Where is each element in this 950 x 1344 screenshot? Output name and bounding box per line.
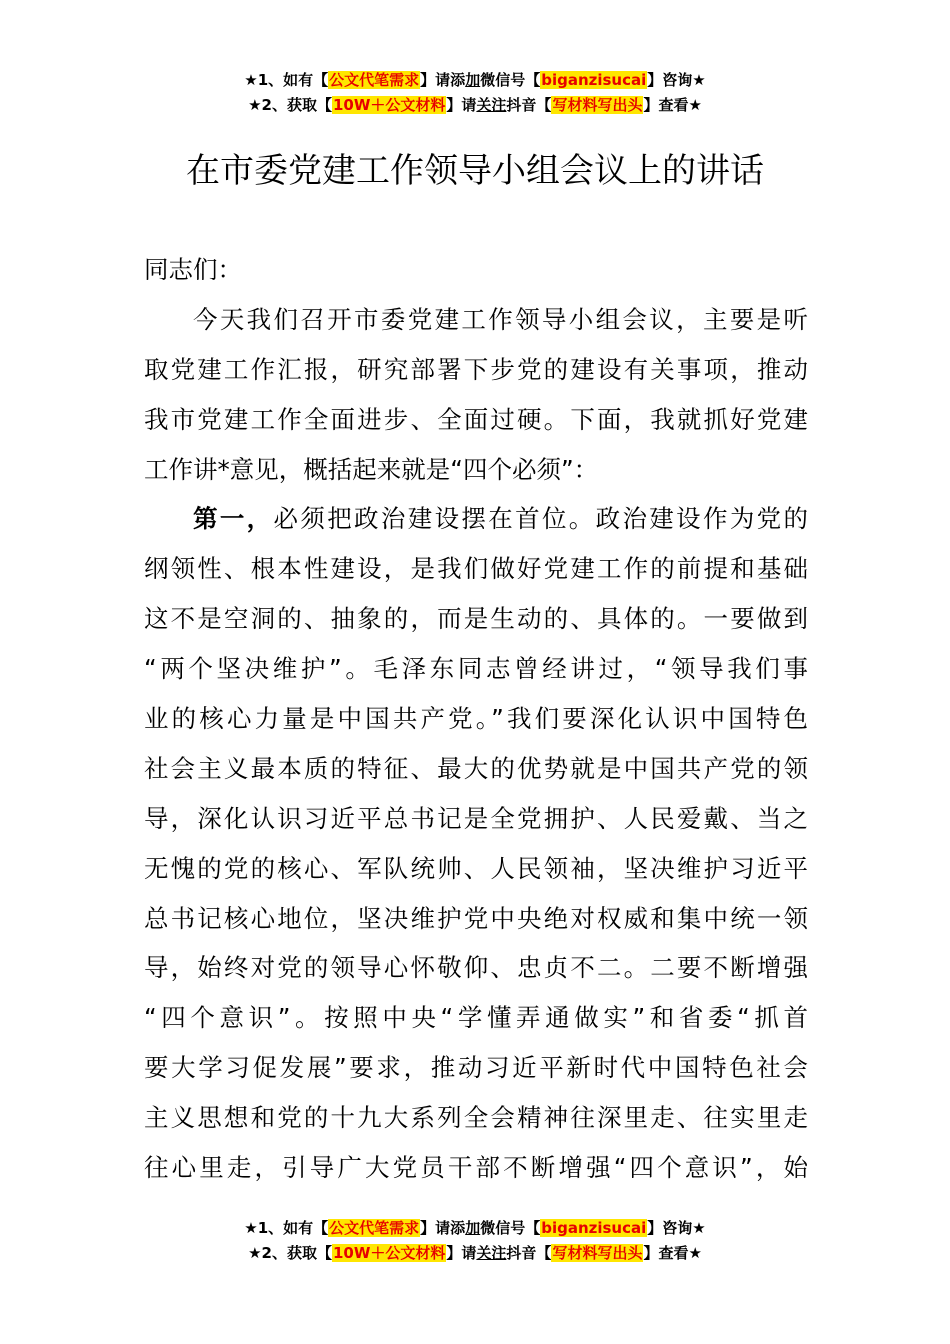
body-line: 纲领性、根本性建设，是我们做好党建工作的前提和基础: [144, 554, 808, 584]
document-body: [144, 245, 808, 1193]
body-line: 导，深化认识习近平总书记是全党拥护、人民爱戴、当之: [144, 803, 808, 833]
highlight-wechat-id: biganzisucai: [541, 71, 647, 89]
body-line: 业的核心力量是中国共产党。”我们要深化认识中国特色: [144, 704, 808, 734]
body-line: 社会主义最本质的特征、最大的优势就是中国共产党的领: [144, 753, 808, 783]
highlight-materials: 10W＋公文材料: [332, 1244, 446, 1262]
banner-line-1: ★1、如有【公文代笔需求】请添加微信号【biganzisucai】咨询★: [244, 71, 706, 89]
highlight-wechat-id: biganzisucai: [541, 1219, 647, 1237]
body-line: 取党建工作汇报，研究部署下步党的建设有关事项，推动: [144, 354, 808, 384]
banner-line-2: ★2、获取【10W＋公文材料】请关注抖音【写材料写出头】查看★: [248, 96, 702, 114]
body-line: 导，始终对党的领导心怀敬仰、忠贞不二。二要不断增强: [144, 953, 808, 983]
body-line: 今天我们召开市委党建工作领导小组会议，主要是听: [193, 304, 808, 334]
body-line: 无愧的党的核心、军队统帅、人民领袖，坚决维护习近平: [144, 853, 808, 883]
document-title: 在市委党建工作领导小组会议上的讲话: [186, 151, 764, 191]
promo-banner-bottom: [0, 1216, 950, 1266]
highlight-service: 公文代笔需求: [329, 71, 420, 89]
highlight-douyin-id: 写材料写出头: [552, 1244, 643, 1262]
body-line: “两个坚决维护”。毛泽东同志曾经讲过，“领导我们事: [144, 654, 808, 684]
highlight-materials: 10W＋公文材料: [332, 96, 446, 114]
body-line: 工作讲*意见，概括起来就是“四个必须”：: [144, 454, 599, 484]
highlight-douyin-id: 写材料写出头: [552, 96, 643, 114]
banner-line-2: ★2、获取【10W＋公文材料】请关注抖音【写材料写出头】查看★: [248, 1244, 702, 1262]
body-line: 我市党建工作全面进步、全面过硬。下面，我就抓好党建: [144, 404, 808, 434]
section-heading-first: 第一，: [193, 504, 274, 534]
body-line: 第一，必须把政治建设摆在首位。政治建设作为党的: [193, 504, 809, 534]
banner-line-1: ★1、如有【公文代笔需求】请添加微信号【biganzisucai】咨询★: [244, 1219, 706, 1237]
highlight-service: 公文代笔需求: [329, 1219, 420, 1237]
promo-banner-top: [0, 68, 950, 118]
body-line: 往心里走，引导广大党员干部不断增强“四个意识”，始: [144, 1153, 808, 1183]
body-line: “四个意识”。按照中央“学懂弄通做实”和省委“抓首: [144, 1003, 808, 1033]
salutation: 同志们：: [144, 255, 242, 284]
body-line: 主义思想和党的十九大系列全会精神往深里走、往实里走: [144, 1103, 808, 1133]
body-line: 这不是空洞的、抽象的，而是生动的、具体的。一要做到: [144, 604, 808, 634]
body-line: 总书记核心地位，坚决维护党中央绝对权威和集中统一领: [144, 903, 808, 933]
body-line: 要大学习促发展”要求，推动习近平新时代中国特色社会: [144, 1053, 808, 1083]
